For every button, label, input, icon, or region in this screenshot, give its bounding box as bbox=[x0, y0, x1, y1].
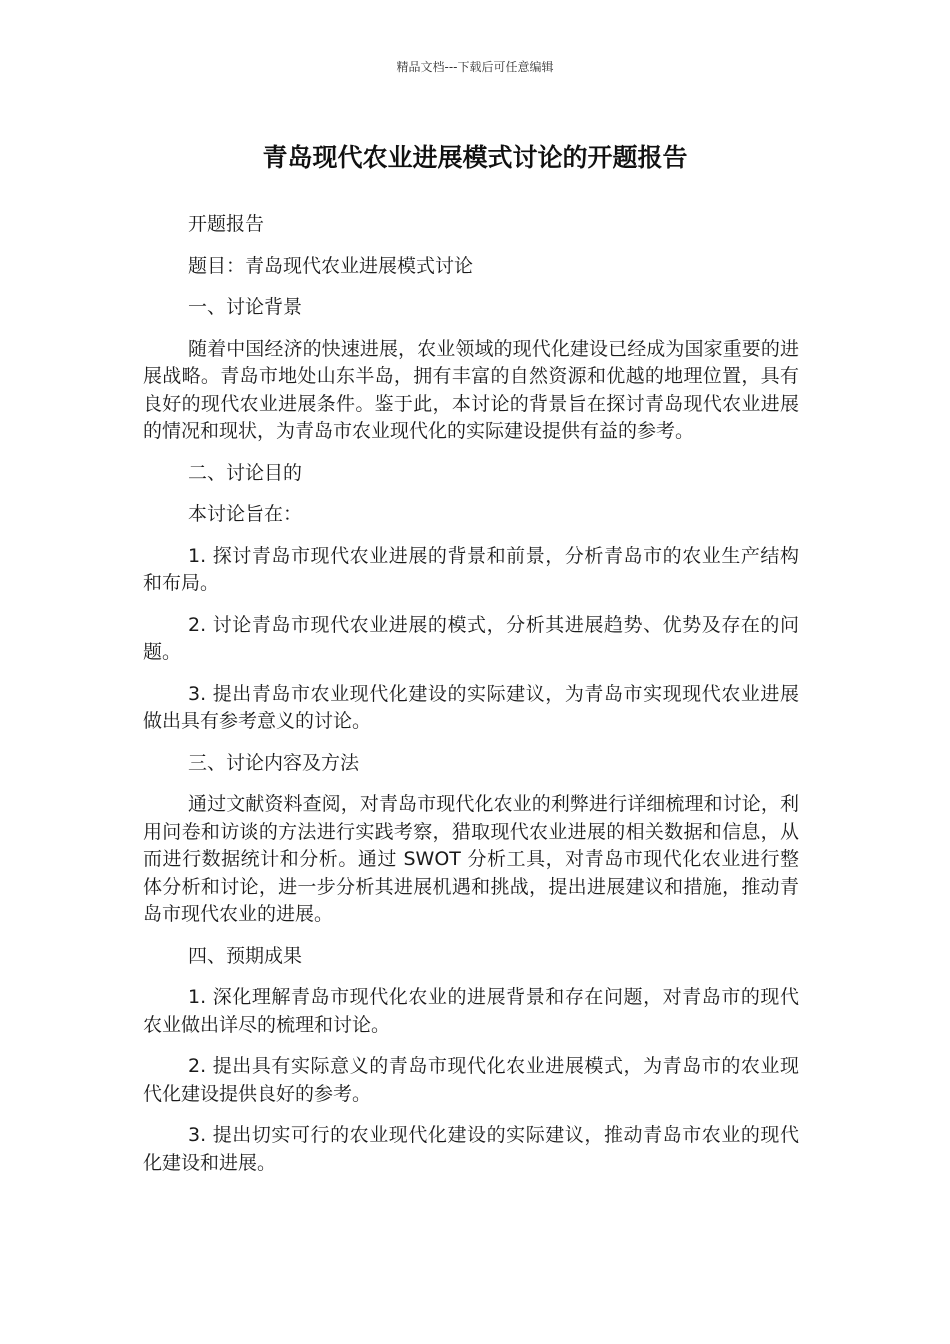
paragraph-methods: 通过文献资料查阅，对青岛市现代化农业的利弊进行详细梳理和讨论，利用问卷和访谈的方法进行实践考察，猎取现代农业进展的相关数据和信息，从而进行数据统计和分析。通过 SWOT 分析工具，对青岛市现代化农业进行整体分析和讨论，进一步分析其进展机遇和挑战，提出进展建议和措施，推动青岛市现代农业的进展。 bbox=[143, 793, 799, 925]
list-item-purpose-1: 1. 探讨青岛市现代农业进展的背景和前景，分析青岛市的农业生产结构和布局。 bbox=[143, 544, 799, 594]
paragraph-topic: 题目：青岛现代农业进展模式讨论 bbox=[188, 254, 474, 277]
section-heading-methods: 三、讨论内容及方法 bbox=[188, 751, 360, 774]
list-item-outcome-1: 1. 深化理解青岛市现代化农业的进展背景和存在问题，对青岛市的现代农业做出详尽的梳理和讨论。 bbox=[143, 986, 799, 1036]
list-item-purpose-2: 2. 讨论青岛市现代农业进展的模式，分析其进展趋势、优势及存在的问题。 bbox=[143, 613, 799, 663]
list-item-outcome-2: 2. 提出具有实际意义的青岛市现代化农业进展模式，为青岛市的农业现代化建设提供良好的参考。 bbox=[143, 1055, 799, 1105]
list-item-purpose-3: 3. 提出青岛市农业现代化建设的实际建议，为青岛市实现现代农业进展做出具有参考意义的讨论。 bbox=[143, 682, 799, 732]
section-heading-purpose: 二、讨论目的 bbox=[188, 461, 303, 484]
paragraph-purpose-intro: 本讨论旨在： bbox=[188, 503, 303, 525]
section-heading-background: 一、讨论背景 bbox=[188, 296, 303, 318]
section-heading-outcomes: 四、预期成果 bbox=[188, 944, 303, 967]
paragraph-report-label: 开题报告 bbox=[188, 213, 265, 235]
document-body bbox=[143, 211, 799, 1191]
list-item-outcome-3: 3. 提出切实可行的农业现代化建设的实际建议，推动青岛市农业的现代化建设和进展。 bbox=[143, 1124, 799, 1174]
header-note: 精品文档---下载后可任意编辑 bbox=[396, 60, 554, 74]
document-title: 青岛现代农业进展模式讨论的开题报告 bbox=[262, 143, 688, 172]
paragraph-background: 随着中国经济的快速进展，农业领域的现代化建设已经成为国家重要的进展战略。青岛市地处山东半岛，拥有丰富的自然资源和优越的地理位置，具有良好的现代农业进展条件。鉴于此，本讨论的背景旨在探讨青岛现代农业进展的情况和现状，为青岛市农业现代化的实际建设提供有益的参考。 bbox=[143, 337, 799, 442]
